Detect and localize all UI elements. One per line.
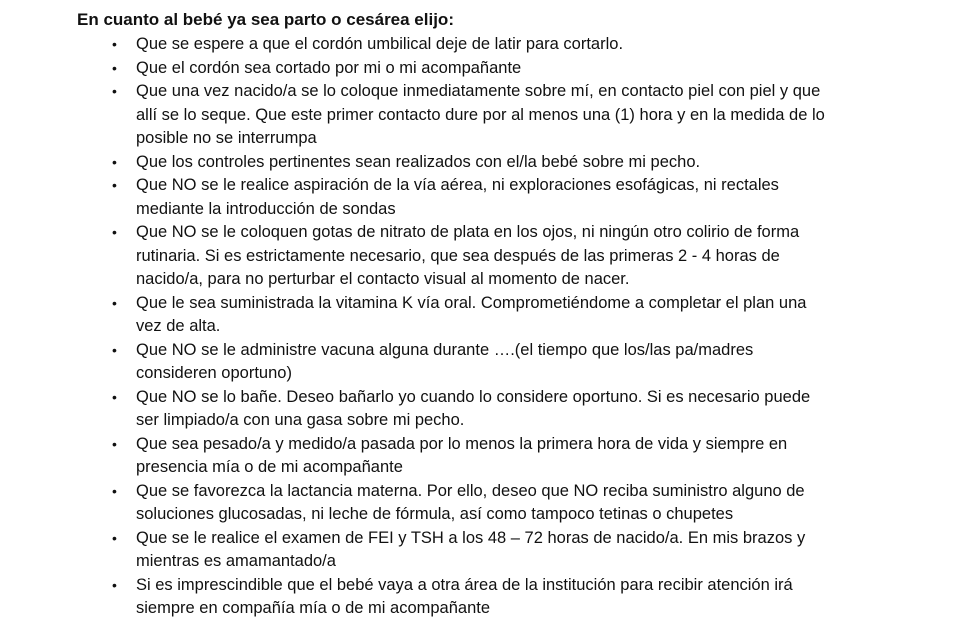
list-item-text: Que se le realice el examen de FEI y TSH a los 48 – 72 horas de nacido/a. En mis brazos y mientras es amamantado/a (136, 528, 806, 570)
bullet-icon: • (112, 388, 117, 405)
list-item-text: Que NO se le coloquen gotas de nitrato de plata en los ojos, ni ningún otro colirio de forma rutinaria. Si es estrictamente necesario, que sea después de las primeras 2 - 4 horas de nacido/a, para no perturbar el contacto visual al momento de nacer. (136, 223, 800, 288)
list-item-text: Que los controles pertinentes sean realizados con el/la bebé sobre mi pecho. (136, 152, 701, 171)
preferences-list (74, 33, 934, 621)
bullet-icon: • (112, 294, 117, 311)
list-item (74, 151, 836, 175)
list-item (74, 527, 836, 574)
list-item-text: Que se espere a que el cordón umbilical deje de latir para cortarlo. (136, 35, 624, 53)
list-item (74, 480, 836, 527)
list-item-text: Si es imprescindible que el bebé vaya a otra área de la institución para recibir atención irá siempre en compañía mía o de mi acompañante (136, 575, 793, 617)
list-item (74, 339, 836, 386)
list-item-text: Que le sea suministrada la vitamina K vía oral. Comprometiéndome a completar el plan una vez de alta. (136, 293, 807, 335)
list-item-text: Que NO se le realice aspiración de la vía aérea, ni exploraciones esofágicas, ni rectales mediante la introducción de sondas (136, 176, 779, 218)
bullet-icon: • (112, 529, 117, 546)
list-item-text: Que se favorezca la lactancia materna. Por ello, deseo que NO reciba suministro alguno de soluciones glucosadas, ni leche de fórmula, así como tampoco tetinas o chupetes (136, 481, 805, 523)
list-item-text: Que el cordón sea cortado por mi o mi acompañante (136, 58, 522, 77)
bullet-icon: • (112, 482, 117, 499)
bullet-icon: • (112, 341, 117, 358)
list-item (74, 574, 836, 621)
bullet-icon: • (112, 83, 117, 99)
list-item (74, 292, 836, 339)
list-item (74, 57, 836, 81)
bullet-icon: • (112, 576, 117, 593)
bullet-icon: • (112, 224, 117, 240)
bullet-icon: • (112, 59, 117, 76)
bullet-icon: • (112, 36, 117, 52)
list-item-text: Que sea pesado/a y medido/a pasada por lo menos la primera hora de vida y siempre en presencia mía o de mi acompañante (136, 434, 788, 476)
list-item (74, 386, 836, 433)
list-item (74, 33, 836, 57)
bullet-icon: • (112, 153, 117, 170)
section-heading: En cuanto al bebé ya sea parto o cesárea elijo: (77, 10, 454, 29)
list-item (74, 174, 836, 221)
list-item-text: Que NO se le administre vacuna alguna durante ….(el tiempo que los/las pa/madres consideren oportuno) (136, 340, 754, 382)
list-item (74, 80, 836, 151)
list-item-text: Que NO se lo bañe. Deseo bañarlo yo cuando lo considere oportuno. Si es necesario puede ser limpiado/a con una gasa sobre mi pecho. (136, 387, 811, 429)
bullet-icon: • (112, 177, 117, 193)
list-item-text: Que una vez nacido/a se lo coloque inmediatamente sobre mí, en contacto piel con piel y que allí se lo seque. Que este primer contacto dure por al menos una (1) hora y en la medida de lo posible no se interrumpa (136, 82, 825, 147)
document-body (74, 9, 934, 621)
list-item (74, 433, 836, 480)
list-item (74, 221, 836, 292)
bullet-icon: • (112, 435, 117, 452)
